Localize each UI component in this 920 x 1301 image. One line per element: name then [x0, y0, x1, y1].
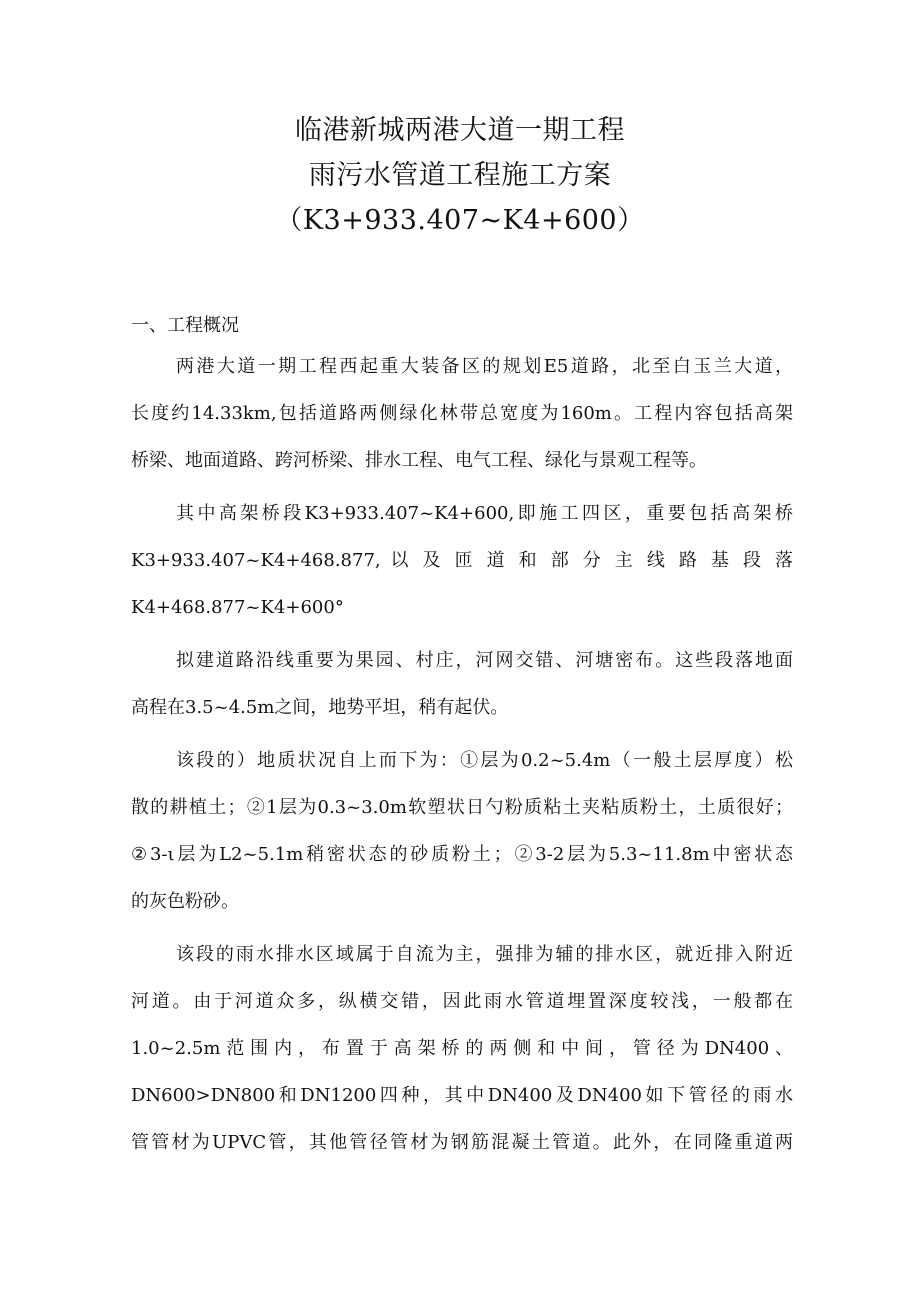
- paragraph-line: 管管材为UPVC管，其他管径管材为钢筋混凝土管道。此外，在同隆重道两: [131, 1132, 793, 1153]
- title-line-subject: 雨污水管道工程施工方案: [308, 160, 612, 191]
- paragraph-line: K4+468.877~K4+600°: [131, 597, 344, 618]
- paragraph-line: 河道。由于河道众多，纵横交错，因此雨水管道埋置深度较浅，一般都在: [131, 991, 793, 1012]
- paragraph-drainage: [131, 931, 793, 1166]
- paragraph-line: 拟建道路沿线重要为果园、村庄，河网交错、河塘密布。这些段落地面: [176, 650, 793, 671]
- paragraph-line: 两港大道一期工程西起重大装备区的规划E5道路，北至白玉兰大道，: [176, 356, 793, 377]
- paragraph-line: 散的耕植土；②1层为0.3~3.0m软塑状日勺粉质粘土夹粘质粉土，土质很好；: [131, 797, 793, 818]
- paragraph-line: 其中高架桥段K3+933.407~K4+600,即施工四区，重要包括高架桥: [176, 503, 793, 524]
- document-title: [0, 108, 920, 243]
- paragraph-line: K3+933.407~K4+468.877, 以 及 匝 道 和 部 分 主 线 路 基 段 落: [131, 550, 793, 571]
- section-heading: 一、工程概况: [131, 315, 239, 336]
- paragraph-terrain: [131, 637, 793, 731]
- title-line-project: 临港新城两港大道一期工程: [295, 115, 625, 146]
- paragraph-geology: [131, 737, 793, 925]
- paragraph-line: 长度约14.33km,包括道路两侧绿化林带总宽度为160m。工程内容包括高架: [131, 403, 793, 424]
- paragraph-project-overview: [131, 343, 793, 484]
- paragraph-line: 该段的）地质状况自上而下为：①层为0.2~5.4m（一般土层厚度）松: [176, 750, 793, 771]
- paragraph-line: 的灰色粉砂。: [131, 891, 239, 912]
- paragraph-line: DN600>DN800和DN1200四种，其中DN400及DN400如下管径的雨水: [131, 1085, 793, 1106]
- paragraph-line: 高程在3.5~4.5m之间，地势平坦，稍有起伏。: [131, 697, 509, 718]
- paragraph-line: ②3-ι层为L2~5.1m稍密状态的砂质粉土；②3-2层为5.3~11.8m中密状态: [131, 844, 793, 865]
- title-line-station-range: （K3+933.407~K4+600）: [275, 205, 645, 236]
- body-text: [131, 343, 793, 1166]
- paragraph-line: 桥梁、地面道路、跨河桥梁、排水工程、电气工程、绿化与景观工程等。: [131, 450, 707, 471]
- paragraph-viaduct-section: [131, 490, 793, 631]
- paragraph-line: 1.0~2.5m 范 围 内 ， 布 置 于 高 架 桥 的 两 侧 和 中 间 ， 管 径 为 DN400 、: [131, 1038, 793, 1059]
- paragraph-line: 该段的雨水排水区域属于自流为主，强排为辅的排水区，就近排入附近: [176, 944, 793, 965]
